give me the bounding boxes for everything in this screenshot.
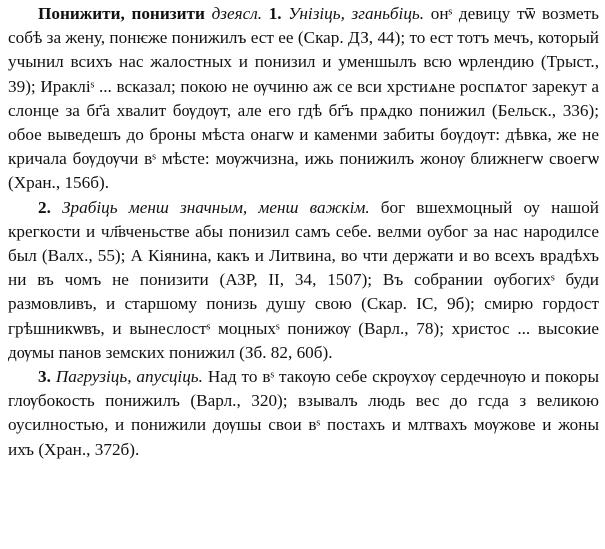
sense-number: 2. [38,197,51,217]
sense-citations: Над то вˢ такѹю себе скрѹхѹ сердечнѹю и покоры глѹбокость понижилъ (Варл., 320); взывалъ людь вес до гсда з великою оусилностью, и понижили дѹшы свои вˢ постахъ и млтвахъ мѹжове и жоны ихъ (Хран., 372б). [8,367,600,459]
sense-gloss: Унізіць, зганьбіць. [288,4,425,23]
sense-1-paragraph [8,2,599,196]
sense-3-paragraph [8,365,599,462]
sense-2-paragraph [8,196,599,365]
sense-citations: бог вшехмоцный оу нашой крегкости и чл҃вченьстве абы понизил самъ себе. велми оубог за нас народилсе был (Валх., 55); А Кіянина, какъ и Литвина, во чти держати и во всехъ врадѣхъ ни въ чомъ не понизити (АЗР, II, 34, 1507); Въ собрании ѹбогихˢ буди размовливъ, и старшому понизь душу свою (Скар. ІС, 9б); смирю гордост грѣшникѡвъ, и вынеслостˢ моцныхˢ понижѹ (Варл., 78); христос ... высокие дѹмы панов земских понижил (Зб. 82, 60б). [8,197,599,362]
sense-gloss: Пагрузіць, апусціць. [55,367,203,387]
sense-number: 1. [268,4,282,23]
sense-number: 3. [38,367,51,387]
sense-citations: онˢ девицу тѿ возметь собѣ за жену, понѥже понижилъ ест ее (Скар. ДЗ, 44); то ест тотъ мечъ, который учынил всихъ нас жалостных и понизил и уменшылъ всю ѡрлендию (Трыст., 39); Иракліˢ ... всказал; покою не ѹчиню аж се вси хрстиѧне роспѧтог зарекут а слонце за бг҃а хвалит бѹдѹт, але его гдѣ бг҃ъ прѧдко понижил (Бельск., 336); обое выведешъ до броны мѣста онагѡ и каменми забиты бѹдѹт: дѣвка, же не кричала бѹдѹчи вˢ мѣсте: мѹжчизна, ижь понижилъ жонѹ ближнегѡ своегѡ (Хран., 156б). [8,4,600,193]
headword: Понижити, понизити [38,4,205,23]
part-of-speech: дзеясл. [211,4,263,23]
sense-gloss: Зрабіць менш значным, менш важкім. [62,197,370,217]
